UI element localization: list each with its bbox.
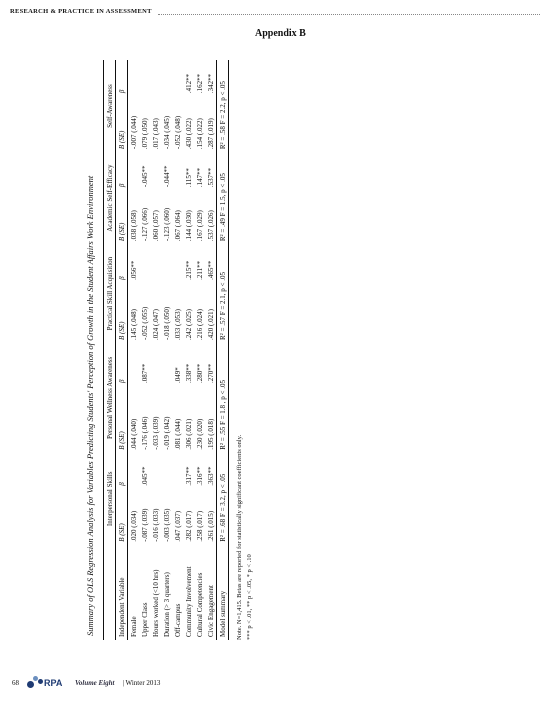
cell <box>128 152 140 190</box>
cell <box>150 343 161 386</box>
cell: .033 (.053) <box>173 309 182 340</box>
cell: .342** <box>206 73 215 94</box>
rotated-table-block <box>85 60 475 640</box>
b-se-header: B (SE) <box>116 283 128 343</box>
table-row <box>183 60 194 640</box>
cell: .167 (.029) <box>195 210 204 242</box>
table-row <box>128 60 140 640</box>
cell: .420 (.021) <box>206 309 215 340</box>
b-se-header: B (SE) <box>116 190 128 244</box>
cell: .287 (.019) <box>206 118 215 150</box>
cell: -.176 (.046) <box>140 416 149 450</box>
cell: .537** <box>206 167 215 188</box>
cell <box>139 60 150 96</box>
cell: .081 (.044) <box>173 418 182 450</box>
cell: .047 (.037) <box>173 510 182 542</box>
page-number: 68 <box>12 679 19 687</box>
cell <box>150 152 161 190</box>
cell: .162** <box>195 73 204 94</box>
cell <box>139 244 150 283</box>
cell: -.123 (.060) <box>162 207 171 242</box>
b-se-header: B (SE) <box>116 386 128 453</box>
cell: .087** <box>140 363 149 383</box>
independent-variable-header: Independent Variable <box>116 545 128 640</box>
cell: .020 (.034) <box>129 510 138 542</box>
cell: .317** <box>184 466 193 486</box>
rpa-logo: RPA <box>27 676 67 690</box>
group-header: Academic Self-Efficacy <box>104 152 116 244</box>
row-label: Upper Class <box>140 602 149 637</box>
cell: -.034 (.045) <box>162 115 171 150</box>
cell <box>128 60 140 96</box>
group-header: Practical Skill Acquisition <box>104 244 116 343</box>
row-label: Civic Engagement <box>206 585 215 637</box>
model-summary-cell: R² = .49 F = 1.5, p < .05 <box>217 152 229 244</box>
cell: .465** <box>206 260 215 280</box>
table-row <box>205 60 217 640</box>
cell: .154 (.022) <box>195 118 204 150</box>
cell: .258 (.017) <box>195 510 204 542</box>
cell: .430 (.022) <box>184 118 193 150</box>
cell <box>172 244 183 283</box>
cell: .024 (.047) <box>151 309 160 340</box>
table-row <box>172 60 183 640</box>
beta-header: β <box>116 60 128 96</box>
cell <box>172 453 183 489</box>
cell: -.052 (.048) <box>173 115 182 150</box>
appendix-title: Appendix B <box>255 28 306 39</box>
cell: -.052 (.055) <box>140 306 149 340</box>
cell: .270** <box>206 363 215 383</box>
beta-header: β <box>116 453 128 489</box>
cell: .017 (.043) <box>151 118 160 150</box>
cell: .060 (.057) <box>151 210 160 242</box>
cell <box>161 244 172 283</box>
cell: .261 (.015) <box>206 510 215 542</box>
cell: .338** <box>184 363 193 383</box>
cell: -.003 (.035) <box>162 508 171 542</box>
cell <box>161 60 172 96</box>
cell: .316** <box>195 466 204 486</box>
cell: .044 (.040) <box>129 418 138 450</box>
cell: .145 (.048) <box>129 309 138 340</box>
volume-label: Volume Eight <box>75 679 115 687</box>
cell: .537 (.026) <box>206 210 215 242</box>
table-row <box>150 60 161 640</box>
cell: .211** <box>195 260 204 280</box>
note-significance: *** p < .01, ** p < .05, * p < .10 <box>245 554 253 640</box>
cell: -.044** <box>162 165 171 188</box>
cell: .049* <box>173 367 182 383</box>
group-header: Self-Awareness <box>104 60 116 152</box>
model-summary-cell: R² = .68 F = 3.2, p < .05 <box>217 453 229 545</box>
cell <box>128 343 140 386</box>
table-note <box>235 60 255 640</box>
b-se-header: B (SE) <box>116 96 128 152</box>
cell: .363** <box>206 466 215 486</box>
row-label: Community Involvement <box>184 566 193 637</box>
cell <box>172 60 183 96</box>
beta-header: β <box>116 343 128 386</box>
running-header <box>10 8 540 15</box>
beta-header: β <box>116 244 128 283</box>
cell: .144 (.030) <box>184 210 193 242</box>
cell: .242 (.025) <box>184 309 193 340</box>
row-label: Female <box>129 616 138 637</box>
cell: .216 (.024) <box>195 309 204 340</box>
group-header-row <box>104 60 116 640</box>
model-summary-cell: R² = .58 F = 2.2, p < .05 <box>217 60 229 152</box>
group-header: Personal Wellness Awareness <box>104 343 116 453</box>
cell <box>150 244 161 283</box>
model-summary-row <box>217 60 229 640</box>
b-se-header: B (SE) <box>116 489 128 545</box>
cell: -.007 (.044) <box>129 115 138 150</box>
cell: .045** <box>140 466 149 486</box>
cell: .280** <box>195 363 204 383</box>
journal-name: RESEARCH & PRACTICE IN ASSESSMENT <box>10 8 152 15</box>
cell: .079 (.050) <box>140 118 149 150</box>
cell <box>172 152 183 190</box>
table-caption: Summary of OLS Regression Analysis for Variables Predicting Students' Perception of Growth in the Student Affairs Work Environment <box>85 175 95 636</box>
cell: .067 (.064) <box>173 210 182 242</box>
note-sample: Note. N=1,415. Betas are reported for statistically significant coefficients only. <box>236 434 243 640</box>
table-row <box>161 60 172 640</box>
cell: -.018 (.050) <box>162 306 171 340</box>
cell: -.019 (.042) <box>162 416 171 450</box>
cell: -.016 (.033) <box>151 508 160 542</box>
group-header: Interpersonal Skills <box>104 453 116 545</box>
row-label: Hours worked (<10 hrs) <box>151 569 160 637</box>
cell: .306 (.021) <box>184 418 193 450</box>
cell <box>150 453 161 489</box>
cell: .147** <box>195 167 204 188</box>
group-header-blank <box>104 545 116 640</box>
cell: .038 (.058) <box>129 210 138 242</box>
issue-label: | Winter 2013 <box>122 679 161 687</box>
model-summary-cell: R² = .55 F = 1.8 , p < .05 <box>217 343 229 453</box>
row-label: Model summary <box>217 545 229 640</box>
cell: .115** <box>184 168 193 188</box>
cell: -.033 (.039) <box>151 416 160 450</box>
row-label: Cultural Competencies <box>195 572 204 637</box>
beta-header: β <box>116 152 128 190</box>
page-footer <box>12 676 160 690</box>
table-row <box>139 60 150 640</box>
table-row <box>194 60 205 640</box>
row-label: Off-campus <box>173 603 182 637</box>
model-summary-cell: R² = .57 F = 2.1, p < .05 <box>217 244 229 343</box>
cell <box>161 343 172 386</box>
cell: .412** <box>184 73 193 94</box>
header-rule <box>158 9 540 15</box>
cell: .215** <box>184 260 193 280</box>
cell <box>161 453 172 489</box>
cell: .230 (.020) <box>195 418 204 450</box>
cell: -.087 (.039) <box>140 508 149 542</box>
subheader-row <box>116 60 128 640</box>
cell: -.045** <box>140 165 149 188</box>
row-label: Duration (> 3 quarters) <box>162 572 171 637</box>
cell <box>150 60 161 96</box>
cell: .282 (.017) <box>184 510 193 542</box>
cell <box>128 453 140 489</box>
cell: .056** <box>129 260 138 280</box>
regression-table <box>103 60 229 640</box>
cell: .195 (.018) <box>206 418 215 450</box>
cell: -.127 (.066) <box>140 207 149 242</box>
